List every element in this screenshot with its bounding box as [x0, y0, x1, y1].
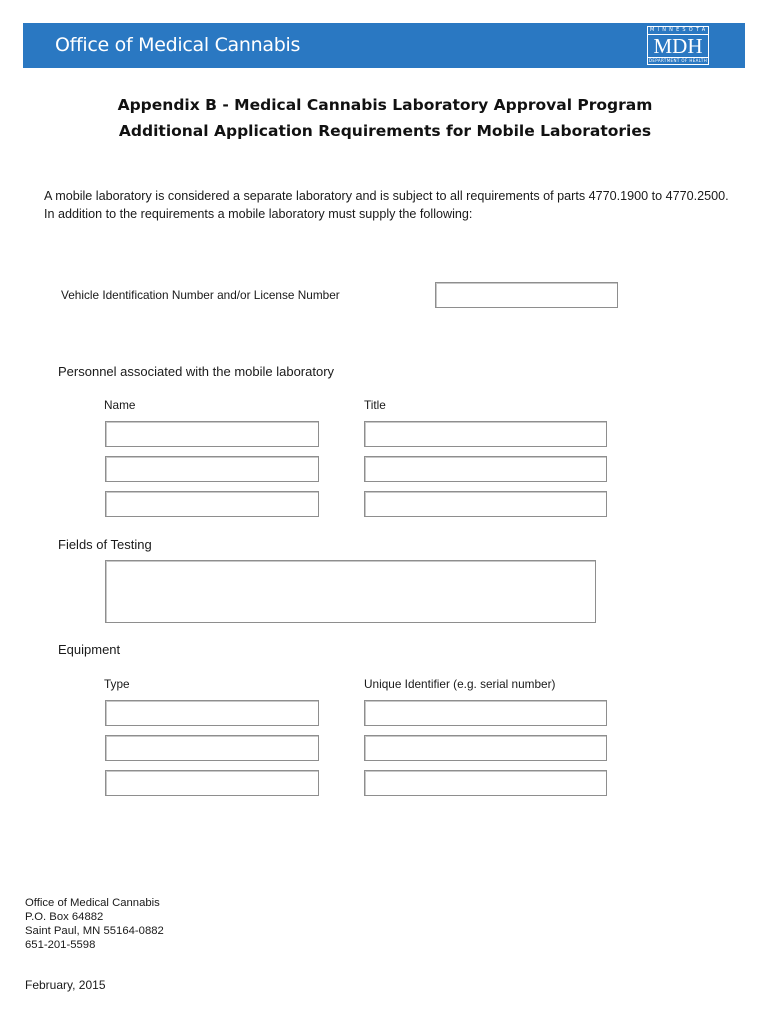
fields-of-testing-heading: Fields of Testing [58, 537, 152, 552]
office-title: Office of Medical Cannabis [55, 34, 301, 56]
footer-address [25, 896, 164, 952]
logo-department-text: DEPARTMENT OF HEALTH [648, 58, 708, 63]
logo-state-text: MINNESOTA [650, 27, 709, 33]
footer-date: February, 2015 [25, 978, 106, 992]
document-title: Appendix B - Medical Cannabis Laboratory Approval Program [117, 96, 653, 114]
equipment-type-input-3[interactable] [105, 770, 319, 796]
footer-org: Office of Medical Cannabis [25, 897, 160, 909]
footer-phone: 651-201-5598 [25, 939, 96, 951]
equipment-id-input-1[interactable] [364, 700, 607, 726]
document-subtitle: Additional Application Requirements for Mobile Laboratories [118, 122, 652, 140]
personnel-heading: Personnel associated with the mobile laboratory [58, 364, 335, 379]
vehicle-id-label: Vehicle Identification Number and/or License Number [61, 288, 340, 302]
fields-of-testing-textarea[interactable] [105, 560, 596, 623]
equipment-type-input-2[interactable] [105, 735, 319, 761]
mdh-logo [647, 26, 709, 65]
personnel-name-input-3[interactable] [105, 491, 319, 517]
personnel-title-column-label: Title [364, 398, 386, 412]
personnel-title-input-2[interactable] [364, 456, 607, 482]
header-banner [23, 23, 745, 68]
vehicle-id-input[interactable] [435, 282, 618, 308]
equipment-type-column-label: Type [104, 677, 130, 691]
equipment-id-input-2[interactable] [364, 735, 607, 761]
personnel-name-input-2[interactable] [105, 456, 319, 482]
personnel-name-input-1[interactable] [105, 421, 319, 447]
footer-city: Saint Paul, MN 55164-0882 [25, 925, 164, 937]
equipment-heading: Equipment [58, 642, 121, 657]
equipment-id-column-label: Unique Identifier (e.g. serial number) [364, 677, 556, 691]
logo-agency-text: MDH [653, 34, 703, 58]
intro-paragraph: A mobile laboratory is considered a separate laboratory and is subject to all requirements of parts 4770.1900 to 4770.2500. In addition to the requirements a mobile laboratory must supply the following: [44, 189, 729, 221]
equipment-id-input-3[interactable] [364, 770, 607, 796]
footer-po-box: P.O. Box 64882 [25, 911, 104, 923]
personnel-name-column-label: Name [104, 398, 136, 412]
personnel-title-input-1[interactable] [364, 421, 607, 447]
personnel-title-input-3[interactable] [364, 491, 607, 517]
equipment-type-input-1[interactable] [105, 700, 319, 726]
